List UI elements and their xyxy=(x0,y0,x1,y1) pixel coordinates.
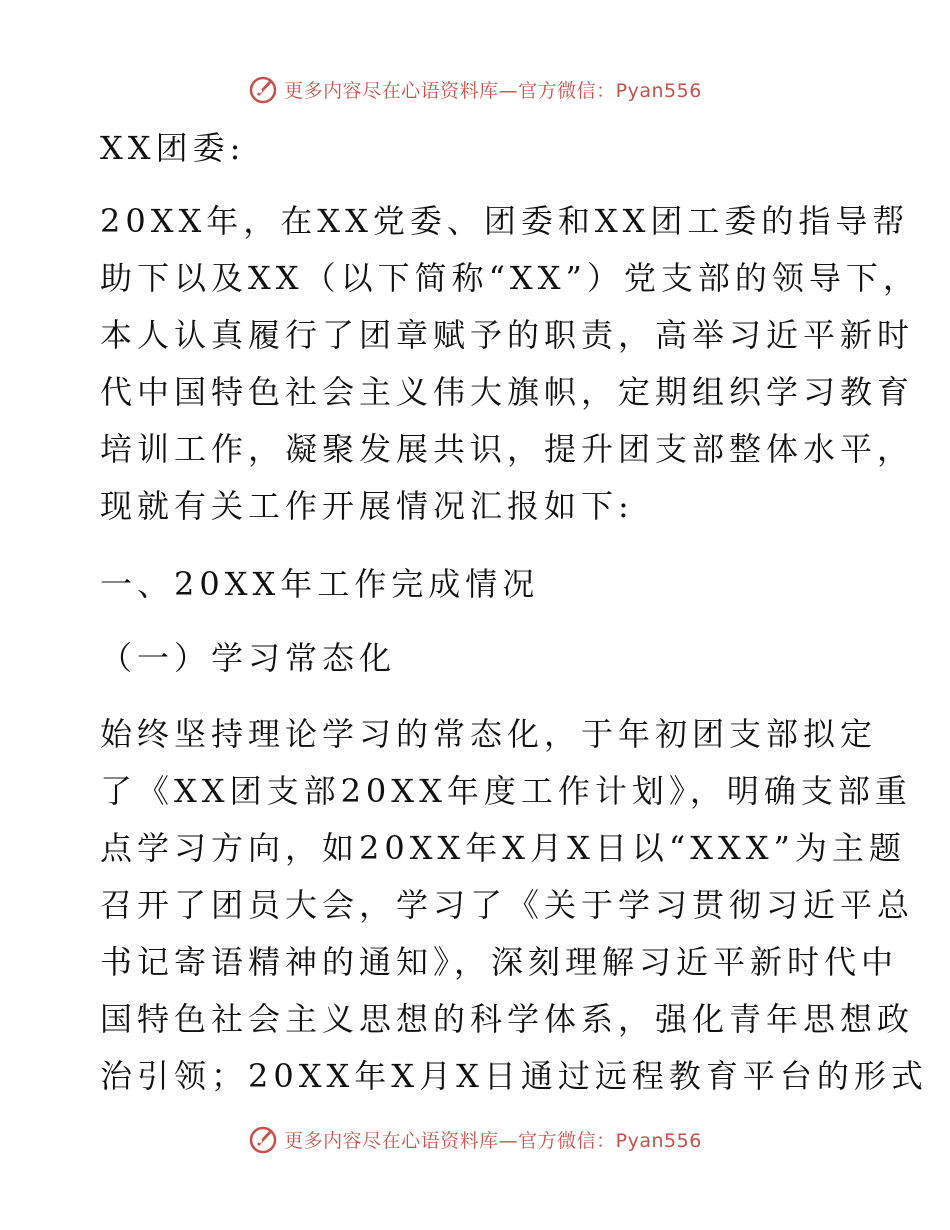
paragraph-line: 现就有关工作开展情况汇报如下: xyxy=(100,487,634,525)
paragraph-line: 了《XX团支部20XX年度工作计划》，明确支部重 xyxy=(100,772,912,810)
section-heading: 一、20XX年工作完成情况 xyxy=(100,565,540,603)
paragraph-line: 20XX年，在XX党委、团委和XX团工委的指导帮 xyxy=(100,202,910,240)
paragraph-line: 书记寄语精神的通知》，深刻理解习近平新时代中 xyxy=(100,943,899,981)
quill-logo-icon xyxy=(248,74,278,104)
subsection-heading: （一）学习常态化 xyxy=(100,639,397,677)
paragraph-line: 助下以及XX（以下简称“XX”）党支部的领导下， xyxy=(100,259,920,297)
watermark-text: 更多内容尽在心语资料库—官方微信：Pyan556 xyxy=(284,1129,702,1152)
paragraph-line: 召开了团员大会，学习了《关于学习贯彻习近平总 xyxy=(100,886,915,924)
paragraph-line: 培训工作，凝聚发展共识，提升团支部整体水平， xyxy=(100,430,915,468)
header-watermark xyxy=(0,74,950,104)
paragraph-line: 代中国特色社会主义伟大旗帜，定期组织学习教育 xyxy=(100,373,915,411)
watermark-text: 更多内容尽在心语资料库—官方微信：Pyan556 xyxy=(284,79,702,102)
paragraph-line: 本人认真履行了团章赋予的职责，高举习近平新时 xyxy=(100,316,915,354)
salutation-line: XX团委: xyxy=(100,129,246,167)
quill-logo-icon xyxy=(248,1124,278,1154)
paragraph-line: 国特色社会主义思想的科学体系，强化青年思想政 xyxy=(100,1000,915,1038)
paragraph-line: 点学习方向，如20XX年X月X日以“XXX”为主题 xyxy=(100,829,906,867)
paragraph-line: 始终坚持理论学习的常态化，于年初团支部拟定 xyxy=(100,715,878,753)
footer-watermark xyxy=(0,1124,950,1154)
paragraph-line: 治引领；20XX年X月X日通过远程教育平台的形式 xyxy=(100,1057,928,1095)
